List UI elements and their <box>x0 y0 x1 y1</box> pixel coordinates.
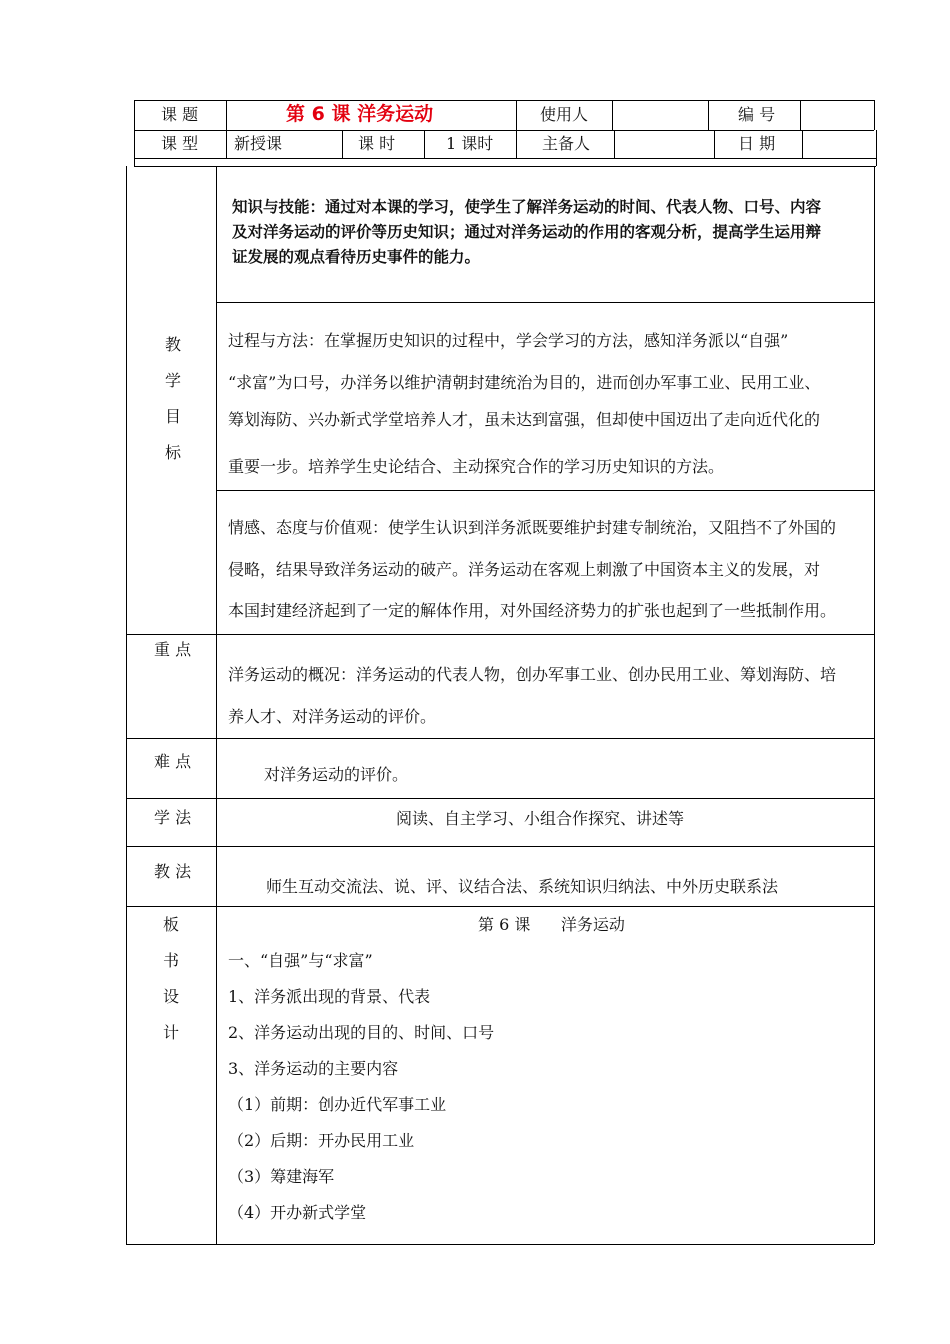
hours-value: 1 课时 <box>446 134 494 153</box>
board-line: （3）筹建海军 <box>228 1167 335 1186</box>
difficulty-text: 对洋务运动的评价。 <box>264 765 409 784</box>
board-line: （2）后期：开办民用工业 <box>228 1131 415 1150</box>
board-line: 1、洋务派出现的背景、代表 <box>228 987 431 1006</box>
key-points-line: 养人才、对洋务运动的评价。 <box>228 707 437 726</box>
teaching-method-label: 教 法 <box>154 862 192 881</box>
process-line: “求富”为口号，办洋务以维护清朝封建统治为目的，进而创办军事工业、民用工业、 <box>228 373 821 392</box>
key-points-label: 重 点 <box>154 640 192 659</box>
label-topic: 课 题 <box>161 105 199 124</box>
label-hours: 课 时 <box>358 134 396 153</box>
objectives-label-char: 目 <box>164 407 181 426</box>
emotion-line: 情感、态度与价值观：使学生认识到洋务派既要维护封建专制统治，又阻挡不了外国的 <box>228 518 837 537</box>
board-line: 3、洋务运动的主要内容 <box>228 1059 399 1078</box>
label-preparer: 主备人 <box>542 134 591 153</box>
objectives-label-char: 教 <box>164 335 181 354</box>
knowledge-line: 证发展的观点看待历史事件的能力。 <box>232 248 481 266</box>
label-type: 课 型 <box>161 134 199 153</box>
label-number: 编 号 <box>738 105 776 124</box>
study-method-text: 阅读、自主学习、小组合作探究、讲述等 <box>396 809 685 828</box>
board-label-char: 板 <box>162 915 179 934</box>
teaching-method-text: 师生互动交流法、说、评、议结合法、系统知识归纳法、中外历史联系法 <box>266 877 779 896</box>
board-label-char: 书 <box>162 951 179 970</box>
knowledge-line: 知识与技能：通过对本课的学习，使学生了解洋务运动的时间、代表人物、口号、内容 <box>232 198 822 216</box>
board-label-char: 计 <box>162 1023 179 1042</box>
objectives-label-char: 标 <box>164 443 181 462</box>
board-line: 2、洋务运动出现的目的、时间、口号 <box>228 1023 495 1042</box>
difficulty-label: 难 点 <box>154 752 192 771</box>
objectives-label-char: 学 <box>164 371 181 390</box>
process-line: 筹划海防、兴办新式学堂培养人才，虽未达到富强，但却使中国迈出了走向近代化的 <box>228 410 821 429</box>
knowledge-line: 及对洋务运动的评价等历史知识；通过对洋务运动的作用的客观分析，提高学生运用辩 <box>232 223 822 241</box>
emotion-line: 侵略，结果导致洋务运动的破产。洋务运动在客观上刺激了中国资本主义的发展，对 <box>228 560 821 579</box>
process-line: 重要一步。培养学生史论结合、主动探究合作的学习历史知识的方法。 <box>228 457 725 476</box>
study-method-label: 学 法 <box>154 808 192 827</box>
emotion-line: 本国封建经济起到了一定的解体作用，对外国经济势力的扩张也起到了一些抵制作用。 <box>228 601 837 620</box>
board-label-char: 设 <box>162 987 179 1006</box>
lesson-title: 第 6 课 洋务运动 <box>286 103 434 125</box>
board-line: （1）前期：创办近代军事工业 <box>228 1095 447 1114</box>
label-date: 日 期 <box>738 134 776 153</box>
process-line: 过程与方法：在掌握历史知识的过程中，学会学习的方法，感知洋务派以“自强” <box>228 331 789 350</box>
key-points-line: 洋务运动的概况：洋务运动的代表人物，创办军事工业、创办民用工业、筹划海防、培 <box>228 665 837 684</box>
type-value: 新授课 <box>234 134 283 153</box>
board-line: （4）开办新式学堂 <box>228 1203 367 1222</box>
label-user: 使用人 <box>540 105 589 124</box>
board-heading: 第 6 课 洋务运动 <box>478 915 625 934</box>
board-line: 一、“自强”与“求富” <box>228 951 373 970</box>
